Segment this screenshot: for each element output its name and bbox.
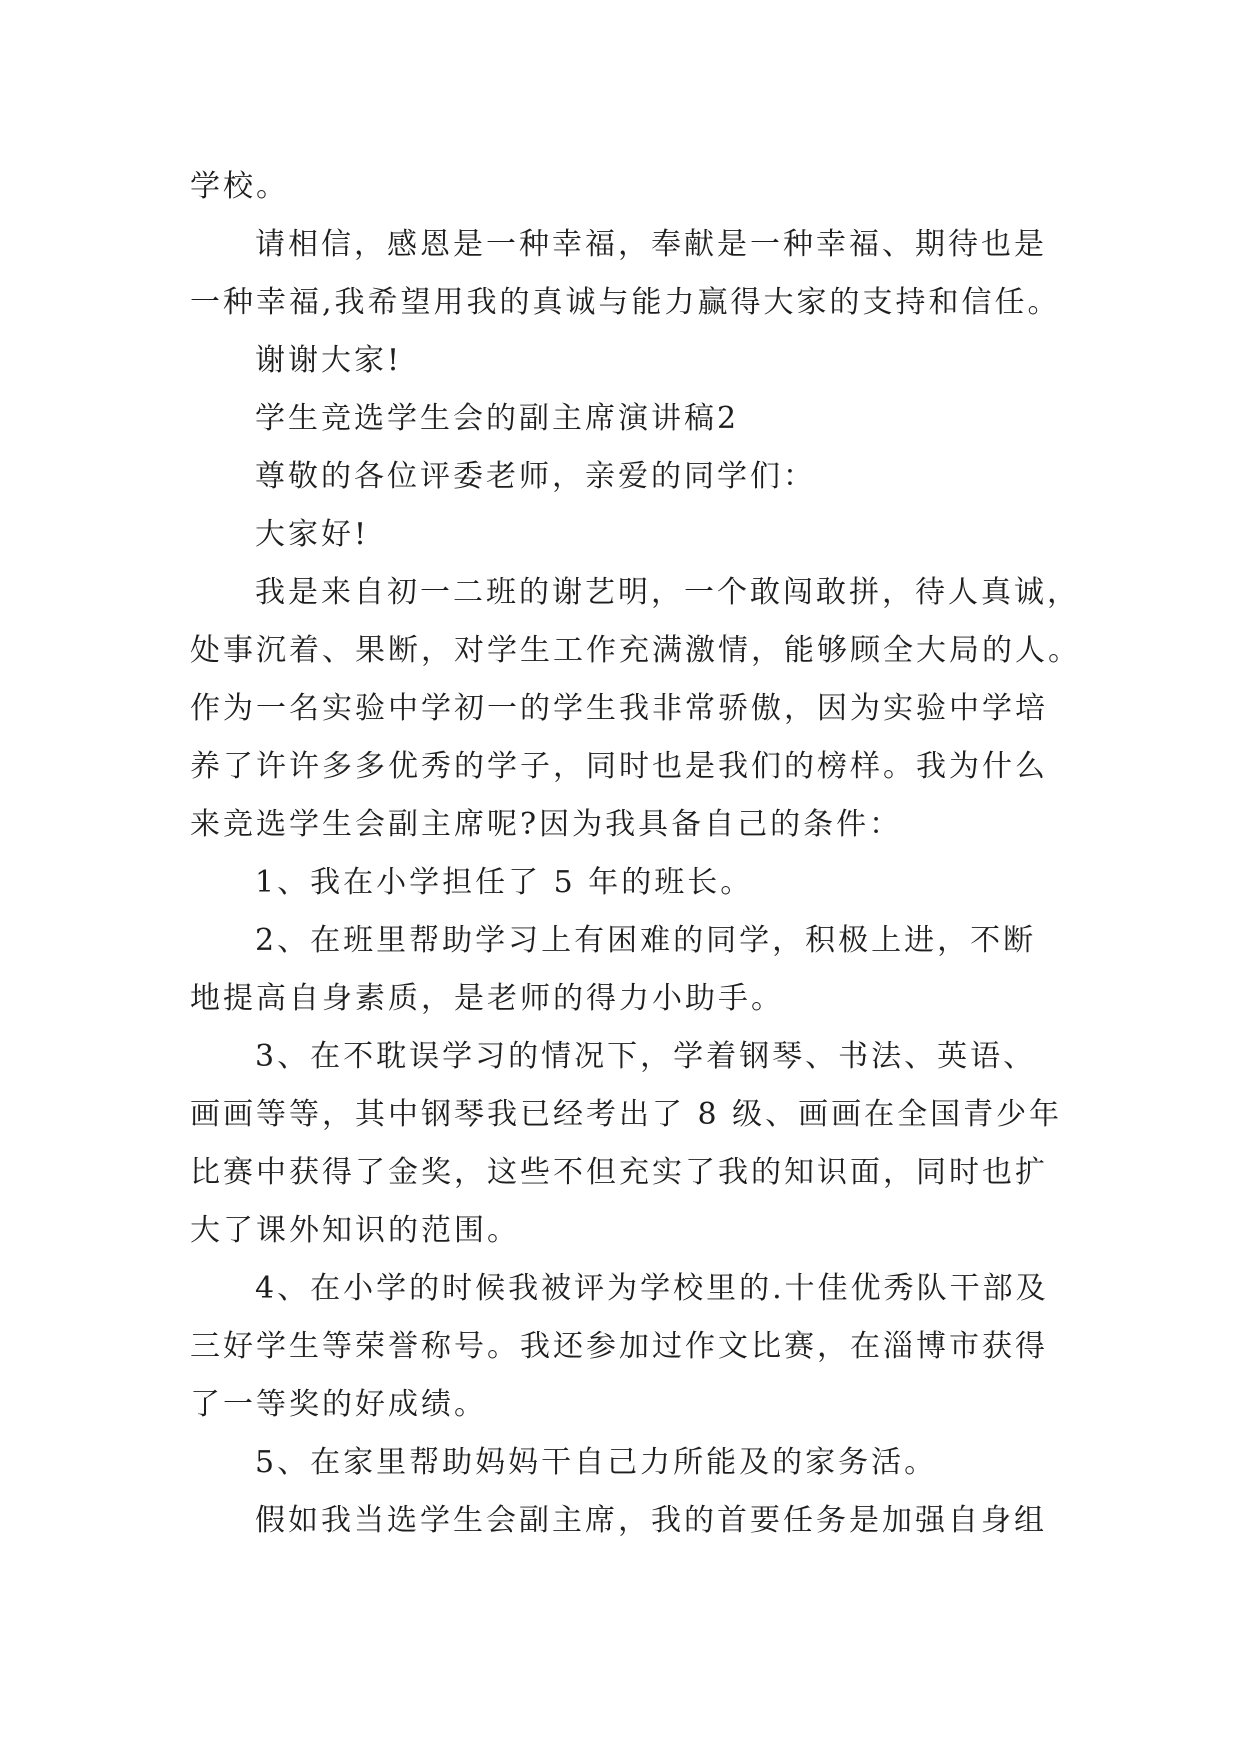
text-line: 三好学生等荣誉称号。我还参加过作文比赛，在淄博市获得 (190, 1329, 1048, 1364)
list-item (190, 912, 1150, 1028)
text-line: 画画等等，其中钢琴我已经考出了 8 级、画画在全国青少年 (190, 1097, 1063, 1132)
paragraph (190, 564, 1150, 854)
salutation (190, 448, 1150, 506)
paragraph (190, 216, 1150, 332)
paragraph (190, 158, 1150, 216)
text-line: 大了课外知识的范围。 (190, 1213, 520, 1248)
text-line: 尊敬的各位评委老师，亲爱的同学们： (255, 459, 816, 494)
text-line: 处事沉着、果断，对学生工作充满激情，能够顾全大局的人。 (190, 633, 1081, 668)
text-line: 学校。 (190, 169, 289, 204)
list-item (190, 854, 1150, 912)
text-line: 比赛中获得了金奖，这些不但充实了我的知识面，同时也扩 (190, 1155, 1048, 1190)
text-line: 我是来自初一二班的谢艺明，一个敢闯敢拼，待人真诚， (255, 575, 1080, 610)
text-line: 地提高自身素质，是老师的得力小助手。 (190, 981, 784, 1016)
speech-title (190, 390, 1150, 448)
speech-title-text: 学生竞选学生会的副主席演讲稿2 (255, 401, 740, 436)
text-line: 2、在班里帮助学习上有困难的同学，积极上进，不断 (255, 923, 1037, 958)
text-line: 1、我在小学担任了 5 年的班长。 (255, 865, 754, 900)
list-item (190, 1434, 1150, 1492)
text-line: 假如我当选学生会副主席，我的首要任务是加强自身组 (255, 1503, 1047, 1538)
text-line: 请相信，感恩是一种幸福，奉献是一种幸福、期待也是 (255, 227, 1047, 262)
greeting (190, 506, 1150, 564)
text-line: 一种幸福,我希望用我的真诚与能力赢得大家的支持和信任。 (190, 285, 1061, 320)
text-line: 来竞选学生会副主席呢?因为我具备自己的条件： (190, 807, 903, 842)
text-line: 养了许许多多优秀的学子，同时也是我们的榜样。我为什么 (190, 749, 1048, 784)
text-line: 4、在小学的时候我被评为学校里的.十佳优秀队干部及 (255, 1271, 1049, 1306)
text-line: 3、在不耽误学习的情况下，学着钢琴、书法、英语、 (255, 1039, 1037, 1074)
text-line: 作为一名实验中学初一的学生我非常骄傲，因为实验中学培 (190, 691, 1048, 726)
document-body (190, 158, 1150, 1550)
paragraph (190, 1492, 1150, 1550)
list-item (190, 1260, 1150, 1434)
list-item (190, 1028, 1150, 1260)
text-line: 谢谢大家! (255, 343, 403, 378)
text-line: 大家好! (255, 517, 370, 552)
text-line: 5、在家里帮助妈妈干自己力所能及的家务活。 (255, 1445, 938, 1480)
paragraph (190, 332, 1150, 390)
text-line: 了一等奖的好成绩。 (190, 1387, 487, 1422)
